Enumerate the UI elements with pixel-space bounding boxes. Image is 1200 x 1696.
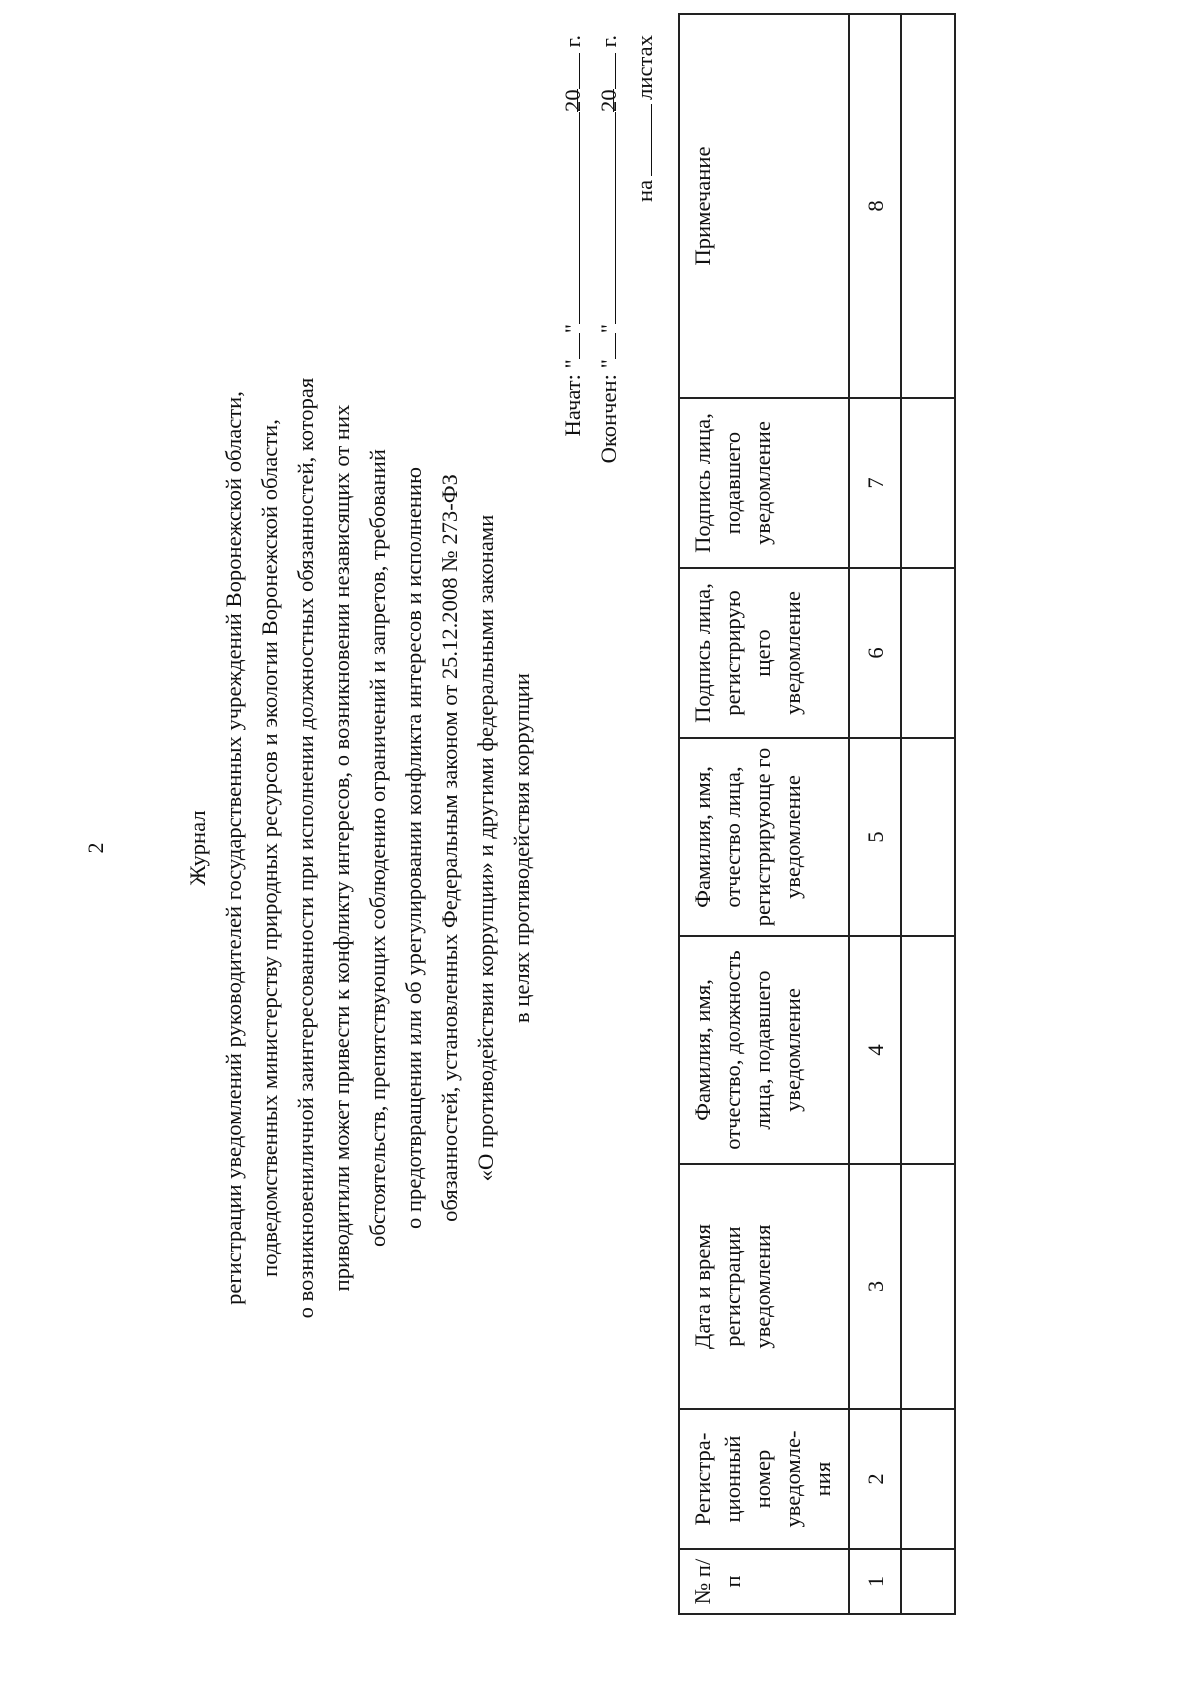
header-cell: Примечание [679, 14, 849, 398]
title-line: подведомственных министерству природных ресурсов и экологии Воронежской области, [257, 419, 282, 1277]
header-row [679, 14, 849, 1614]
finished-row [591, 35, 627, 463]
started-row [555, 35, 591, 463]
finished-label: Окончен: " [596, 359, 621, 464]
day-blank [557, 333, 580, 359]
header-cell: Дата и время регистрации уведомления [679, 1164, 849, 1409]
empty-cell [901, 936, 955, 1164]
column-number: 3 [849, 1164, 901, 1409]
title-line: обстоятельств, препятствующих соблюдению ограничений и запретов, требований [365, 449, 390, 1247]
header-cell: Фамилия, имя, отчество лица, регистрирующе го уведомление [679, 738, 849, 936]
sheets-blank [629, 104, 652, 176]
title-heading: Журнал [185, 810, 210, 886]
empty-cell [901, 568, 955, 738]
title-line: приводитили может привести к конфликту интересов, о возникновении независящих от них [329, 404, 354, 1292]
column-number: 8 [849, 14, 901, 398]
journal-table [678, 13, 956, 1615]
header-cell: Регистра- ционный номер уведомле- ния [679, 1409, 849, 1549]
year-prefix: 20 [591, 89, 614, 112]
quote-mark: " [560, 323, 585, 334]
title-line: о предотвращении или об урегулировании конфликта интересов и исполнению [401, 467, 426, 1229]
column-number: 2 [849, 1409, 901, 1549]
empty-row [901, 14, 955, 1614]
year-blank [593, 53, 616, 89]
empty-cell [901, 738, 955, 936]
sheets-label: листах [632, 35, 657, 100]
day-blank [593, 333, 616, 359]
column-number: 7 [849, 398, 901, 568]
column-number: 5 [849, 738, 901, 936]
month-blank [593, 112, 616, 324]
column-number-row [849, 14, 901, 1614]
header-cell: № п/п [679, 1549, 849, 1614]
empty-cell [901, 398, 955, 568]
journal-dates-block [555, 35, 663, 463]
header-cell: Фамилия, имя, отчество, должность лица, подавшего уведомление [679, 936, 849, 1164]
title-line: о возникновениличной заинтересованности при исполнении должностных обязанностей, которая [293, 377, 318, 1319]
year-blank [557, 53, 580, 89]
empty-cell [901, 1164, 955, 1409]
title-line: обязанностей, установленных Федеральным законом от 25.12.2008 № 273-ФЗ [437, 474, 462, 1222]
page-number: 2 [83, 842, 108, 854]
column-number: 1 [849, 1549, 901, 1614]
empty-cell [901, 14, 955, 398]
year-prefix: 20 [555, 89, 578, 112]
title-line: «О противодействии коррупции» и другими федеральными законами [473, 514, 498, 1182]
empty-cell [901, 1549, 955, 1614]
month-blank [557, 112, 580, 324]
quote-mark: " [596, 323, 621, 334]
title-line: в целях противодействия коррупции [509, 673, 534, 1023]
document-title [180, 168, 540, 1528]
on-label: на [632, 179, 657, 202]
title-line: регистрации уведомлений руководителей государственных учреждений Воронежской области, [221, 391, 246, 1305]
year-suffix: г. [560, 35, 585, 48]
empty-cell [901, 1409, 955, 1549]
header-cell: Подпись лица, подавшего уведомление [679, 398, 849, 568]
sheets-row [627, 35, 663, 463]
year-suffix: г. [596, 35, 621, 48]
started-label: Начат: " [560, 359, 585, 437]
column-number: 6 [849, 568, 901, 738]
header-cell: Подпись лица, регистрирую щего уведомление [679, 568, 849, 738]
column-number: 4 [849, 936, 901, 1164]
